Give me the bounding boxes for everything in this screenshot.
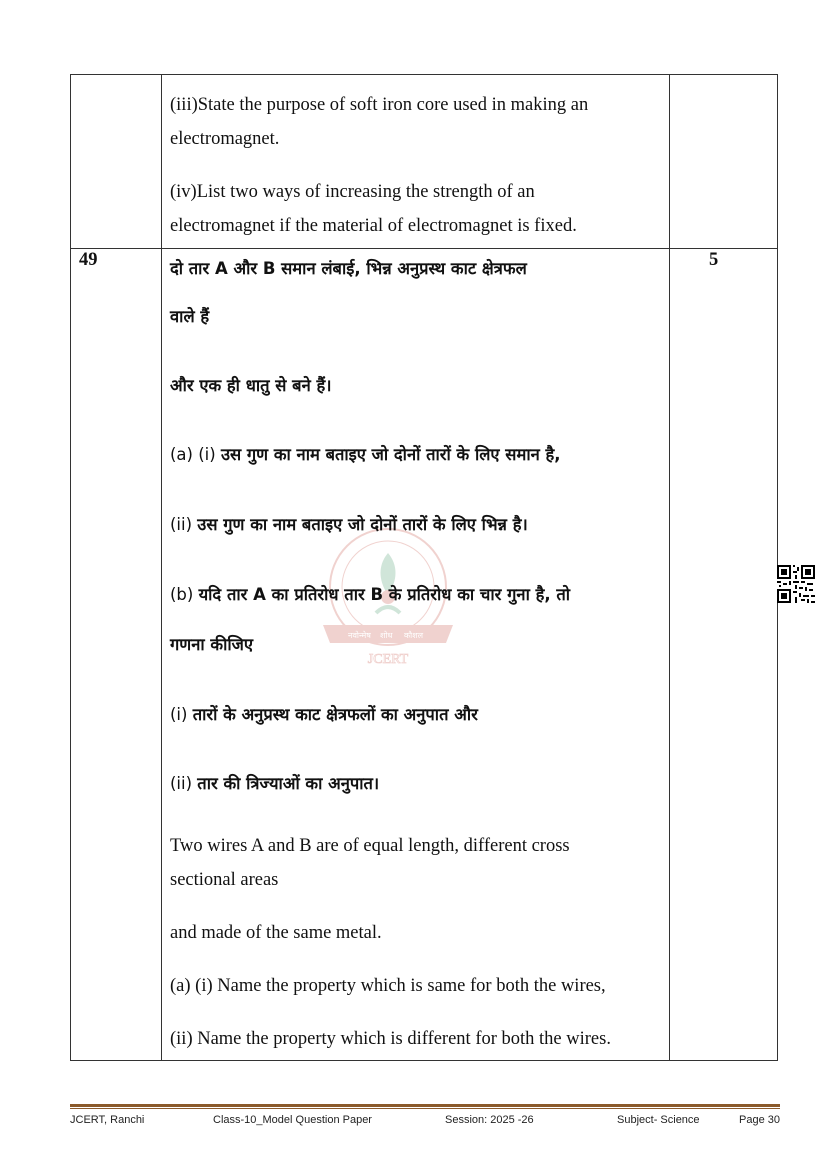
question-marks: 5	[709, 250, 719, 270]
column-divider-marks	[669, 74, 670, 1061]
english-line-1: Two wires A and B are of equal length, different cross	[170, 836, 570, 856]
row1-line-3: (iv)List two ways of increasing the strength of an	[170, 182, 535, 202]
footer-subject: Subject- Science	[617, 1114, 700, 1126]
table-border-bottom	[70, 1060, 778, 1061]
hindi-line-6-text: यदि तार A का प्रतिरोध तार B के प्रतिरोध का चार गुना है, तो	[198, 585, 571, 604]
hindi-line-4-prefix: (a) (i)	[170, 445, 221, 464]
hindi-line-1: दो तार A और B समान लंबाई, भिन्न अनुप्रस्थ काट क्षेत्रफल	[170, 259, 527, 278]
hindi-line-6	[170, 582, 570, 605]
english-line-2: sectional areas	[170, 870, 279, 890]
watermark-motto-1: नवोन्मेष	[348, 631, 371, 640]
hindi-line-8	[170, 702, 478, 725]
footer-page: Page 30	[739, 1114, 780, 1126]
row1-line-1: (iii)State the purpose of soft iron core used in making an	[170, 95, 589, 115]
row1-line-2: electromagnet.	[170, 129, 280, 149]
footer-rule	[70, 1104, 780, 1107]
footer-session: Session: 2025 -26	[445, 1114, 534, 1126]
hindi-line-7: गणना कीजिए	[170, 635, 253, 654]
footer-paper: Class-10_Model Question Paper	[213, 1114, 372, 1126]
column-divider-number	[161, 74, 162, 1061]
hindi-line-9-prefix: (ii)	[170, 774, 198, 793]
hindi-line-4-text: उस गुण का नाम बताइए जो दोनों तारों के लिए समान है,	[220, 445, 561, 464]
hindi-line-3: और एक ही धातु से बने हैं।	[170, 376, 332, 395]
english-line-4: (a) (i) Name the property which is same for both the wires,	[170, 976, 606, 996]
footer-rule-thin	[70, 1108, 780, 1109]
english-line-3: and made of the same metal.	[170, 923, 382, 943]
watermark-org: JCERT	[367, 652, 409, 667]
hindi-line-5-text: उस गुण का नाम बताइए जो दोनों तारों के लिए भिन्न है।	[197, 515, 528, 534]
hindi-line-2: वाले हैं	[170, 307, 210, 326]
watermark-motto-2: शोध	[380, 631, 393, 640]
hindi-line-5	[170, 512, 528, 535]
hindi-line-9	[170, 771, 379, 794]
question-number: 49	[79, 250, 98, 270]
footer-org: JCERT, Ranchi	[70, 1114, 145, 1126]
table-border-left	[70, 74, 71, 1061]
hindi-line-4	[170, 442, 561, 465]
hindi-line-9-text: तार की त्रिज्याओं का अनुपात।	[197, 774, 380, 793]
hindi-line-5-prefix: (ii)	[170, 515, 198, 534]
row-divider	[70, 248, 778, 249]
row1-line-4: electromagnet if the material of electromagnet is fixed.	[170, 216, 577, 236]
watermark-motto-3: कौशल	[404, 631, 424, 640]
hindi-line-8-prefix: (i)	[170, 705, 193, 724]
hindi-line-8-text: तारों के अनुप्रस्थ काट क्षेत्रफलों का अनुपात और	[192, 705, 478, 724]
table-border-top	[70, 74, 778, 75]
qr-code-icon	[777, 565, 815, 603]
english-line-5: (ii) Name the property which is different for both the wires.	[170, 1029, 611, 1049]
hindi-line-6-prefix: (b)	[170, 585, 199, 604]
